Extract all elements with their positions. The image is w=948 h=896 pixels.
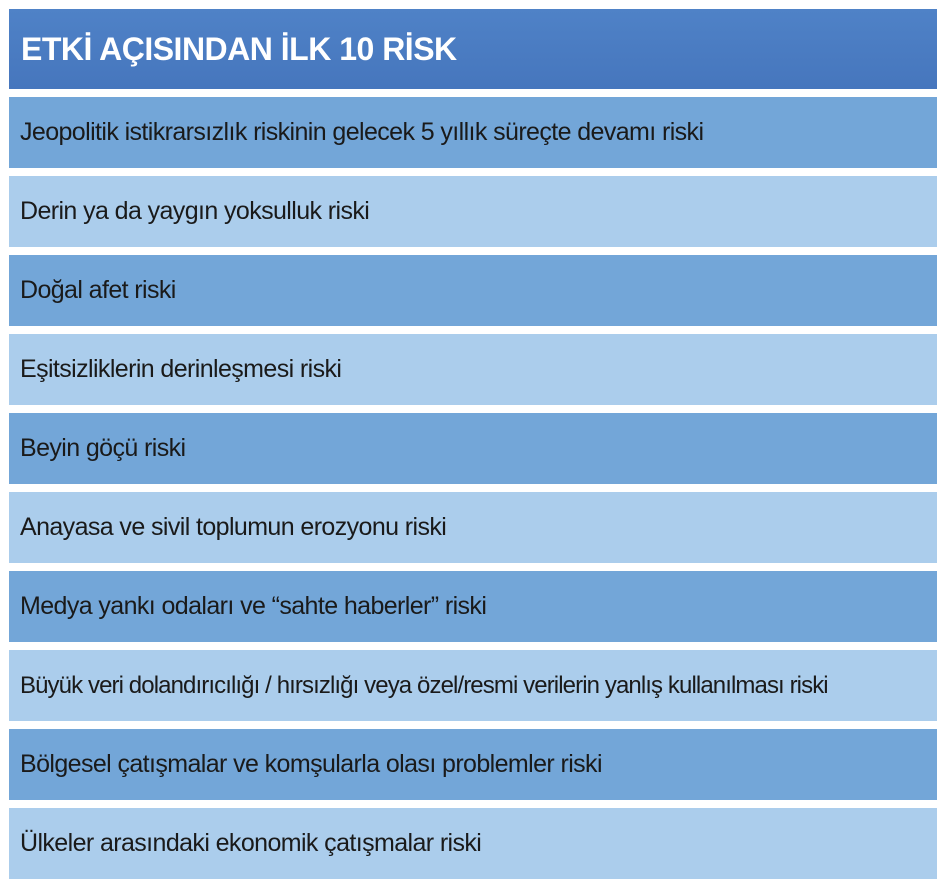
risk-row-5: Beyin göçü riski (9, 413, 937, 484)
risk-list (9, 97, 937, 879)
risk-row-3: Doğal afet riski (9, 255, 937, 326)
risk-row-9: Bölgesel çatışmalar ve komşularla olası problemler riski (9, 729, 937, 800)
risk-table (9, 9, 937, 887)
risk-row-10: Ülkeler arasındaki ekonomik çatışmalar riski (9, 808, 937, 879)
risk-row-8: Büyük veri dolandırıcılığı / hırsızlığı veya özel/resmi verilerin yanlış kullanılması riski (9, 650, 937, 721)
risk-row-6: Anayasa ve sivil toplumun erozyonu riski (9, 492, 937, 563)
risk-row-4: Eşitsizliklerin derinleşmesi riski (9, 334, 937, 405)
risk-row-2: Derin ya da yaygın yoksulluk riski (9, 176, 937, 247)
risk-row-1: Jeopolitik istikrarsızlık riskinin gelecek 5 yıllık süreçte devamı riski (9, 97, 937, 168)
table-title: ETKİ AÇISINDAN İLK 10 RİSK (9, 9, 937, 89)
risk-row-7: Medya yankı odaları ve “sahte haberler” riski (9, 571, 937, 642)
